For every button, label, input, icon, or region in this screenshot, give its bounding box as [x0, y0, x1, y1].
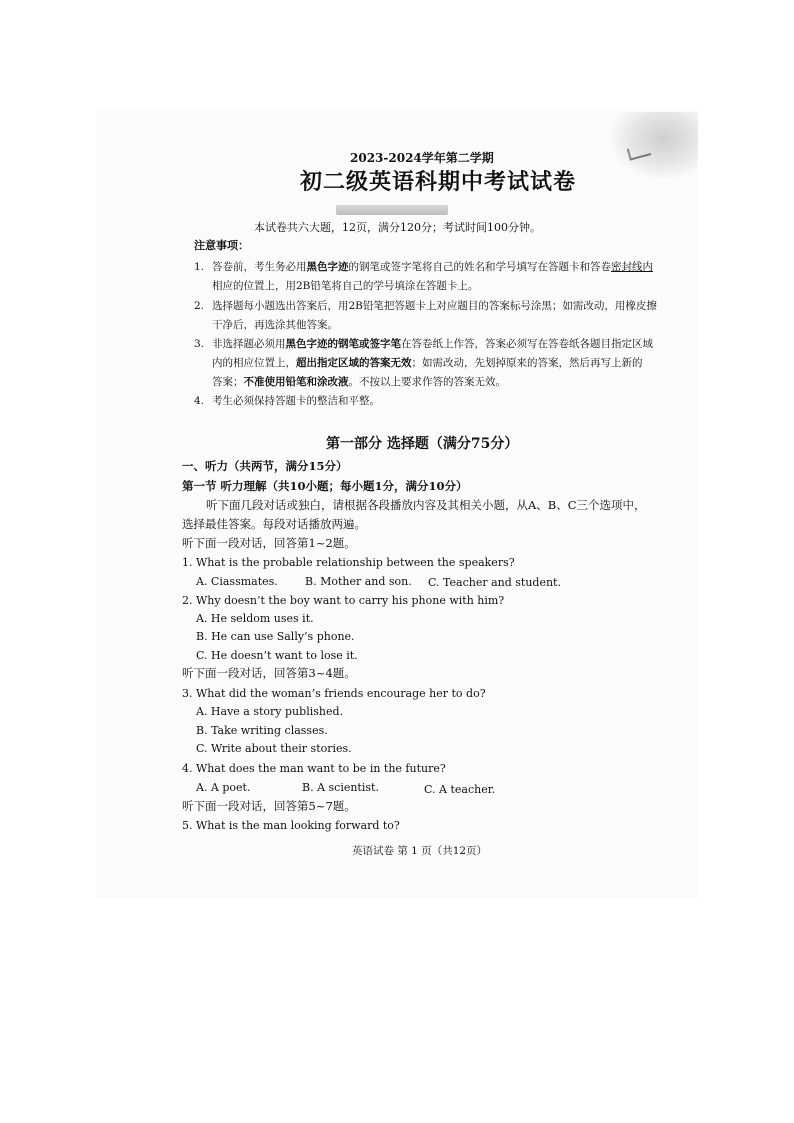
instructions-line: 听下面几段对话或独白，请根据各段播放内容及其相关小题，从A、B、C三个选项中，: [206, 498, 646, 512]
notice-line: 答卷前，考生务必用黑色字迹的钢笔或签字笔将自己的姓名和学号填写在答题卡和答卷密封线内: [212, 261, 653, 273]
subsection-heading: 第一节 听力理解（共10小题；每小题1分，满分10分）: [182, 479, 468, 493]
section-heading: 一、听力（共两节，满分15分）: [182, 459, 348, 473]
notice-line: 干净后，再选涂其他答案。: [212, 319, 338, 331]
notice-number: 4.: [194, 395, 205, 407]
page-footer: 英语试卷 第 1 页（共12页）: [352, 845, 488, 857]
semester-label: 2023-2024学年第二学期: [350, 151, 494, 165]
notice-line: 考生必须保持答题卡的整洁和平整。: [212, 395, 380, 407]
notice-line: 答案；不准使用铅笔和涂改液。不按以上要求作答的答案无效。: [212, 376, 506, 388]
option: C. Teacher and student.: [428, 576, 561, 589]
question: 2. Why doesn’t the boy want to carry his phone with him?: [182, 594, 505, 607]
option: B. He can use Sally’s phone.: [196, 630, 355, 643]
option: C. A teacher.: [424, 783, 496, 796]
option: B. A scientist.: [302, 781, 379, 794]
part-title: 第一部分 选择题（满分75分）: [326, 436, 519, 452]
notice-number: 3.: [194, 338, 205, 350]
notice-number: 1.: [194, 261, 205, 273]
exam-info: 本试卷共六大题，12页，满分120分；考试时间100分钟。: [254, 221, 541, 234]
option: A. Have a story published.: [196, 705, 344, 718]
dialog-intro: 听下面一段对话，回答第1~2题。: [182, 536, 356, 550]
question: 5. What is the man looking forward to?: [182, 819, 400, 832]
option: C. Write about their stories.: [196, 742, 352, 755]
option: B. Take writing classes.: [196, 724, 328, 737]
exam-title: 初二级英语科期中考试试卷: [300, 170, 577, 195]
question: 4. What does the man want to be in the future?: [182, 762, 446, 775]
redaction-bar: [336, 205, 448, 215]
option: A. Ciassmates.: [196, 575, 278, 588]
scan-smudge: [612, 112, 698, 178]
question: 3. What did the woman’s friends encourage her to do?: [182, 687, 486, 700]
option: A. A poet.: [196, 781, 251, 794]
option: B. Mother and son.: [305, 575, 412, 588]
option: C. He doesn’t want to lose it.: [196, 649, 358, 662]
notice-line: 相应的位置上，用2B铅笔将自己的学号填涂在答题卡上。: [212, 280, 479, 292]
notice-line: 内的相应位置上，超出指定区域的答案无效；如需改动，先划掉原来的答案，然后再写上新的: [212, 357, 643, 369]
dialog-intro: 听下面一段对话，回答第5~7题。: [182, 799, 356, 813]
notice-heading: 注意事项：: [194, 239, 249, 252]
dialog-intro: 听下面一段对话，回答第3~4题。: [182, 666, 356, 680]
notice-number: 2.: [194, 300, 205, 312]
option: A. He seldom uses it.: [196, 612, 314, 625]
notice-line: 非选择题必须用黑色字迹的钢笔或签字笔在答卷纸上作答，答案必须写在答卷纸各题目指定区域: [212, 338, 653, 350]
notice-line: 选择题每小题选出答案后，用2B铅笔把答题卡上对应题目的答案标号涂黑；如需改动，用橡皮擦: [212, 300, 657, 312]
question: 1. What is the probable relationship between the speakers?: [182, 556, 515, 569]
instructions-line: 选择最佳答案。每段对话播放两遍。: [182, 517, 366, 531]
